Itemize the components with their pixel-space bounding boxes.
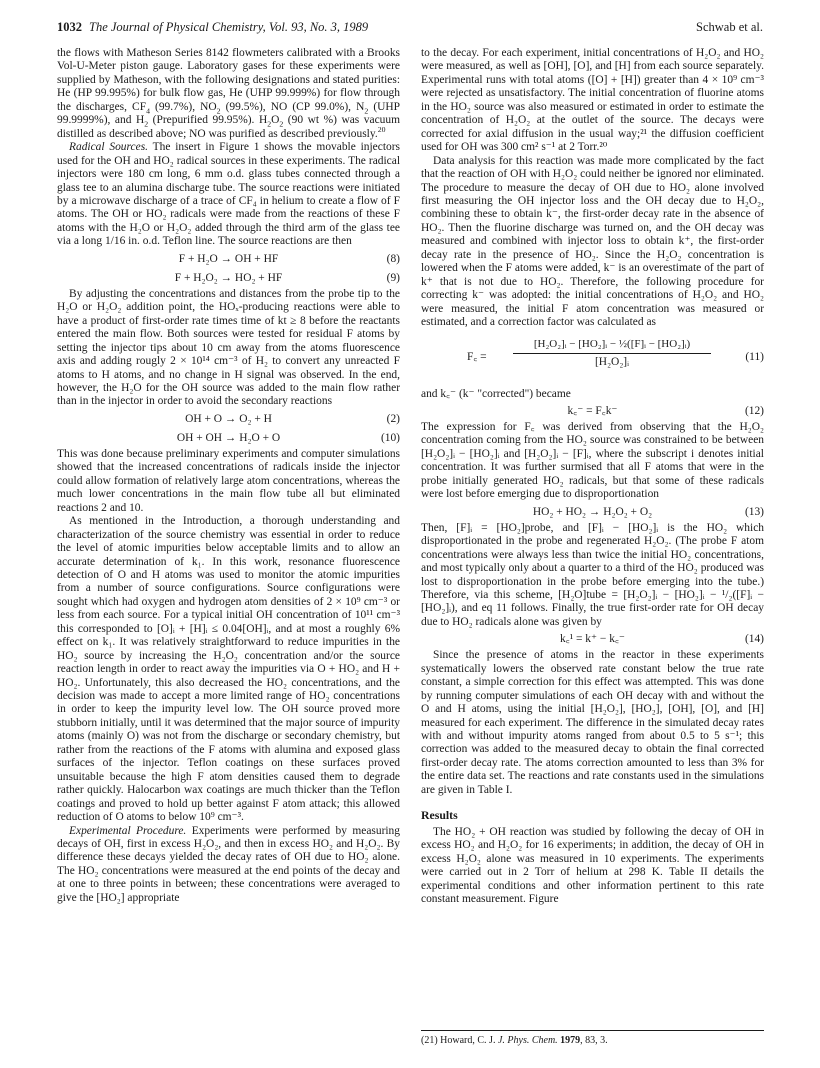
page-number: 1032 — [57, 20, 82, 34]
left-column — [57, 47, 400, 905]
paragraph-then: Then, [F]ᵢ = [HO₂]probe, and [F]ᵢ − [HO₂]ᵢ is the HO₂ which disproportionated in the probe and regenerated H₂O₂. (The probe F atom concentrations were always less than twice the initial HO₂ concentrations, and most typically only about a quarter to a third of the HO₂ produced was lost to disproportionation in the probe before emerging into the tube.) Therefore, via this scheme, [H₂O]tube = [H₂O₂]ᵢ − [HO₂]ᵢ − ¹/₂([F]ᵢ − [HO₂]ᵢ), and eq 11 follows. Finally, the true first-order rate for OH decay due to HO₂ radicals alone was given by — [421, 521, 764, 628]
equation-12: k꜀⁻ = F꜀k⁻ (12) — [421, 402, 764, 420]
equation-2: OH + O → O₂ + H (2) — [57, 410, 400, 428]
equation-8: F + H₂O → OH + HF (8) — [57, 250, 400, 268]
equation-13: HO₂ + HO₂ → H₂O₂ + O₂ (13) — [421, 503, 764, 521]
equation-9: F + H₂O₂ → HO₂ + HF (9) — [57, 269, 400, 287]
paragraph-experimental-procedure: Experimental Procedure. Experiments were performed by measuring decays of OH, first in excess H₂O₂, and then in excess HO₂ and H₂O₂. By difference these decays yielded the decay rates of OH due to HO₂ alone. The HO₂ concentrations were measured at the end points of the decay and at one to three points in between; these concentrations were averaged to give the [HO₂] appropriate — [57, 824, 400, 904]
equation-number: (11) — [745, 350, 764, 363]
run-in-heading-radical-sources: Radical Sources. — [69, 141, 149, 154]
equation-number: (12) — [744, 404, 764, 417]
equation-number: (8) — [386, 252, 400, 265]
paragraph-materials: the flows with Matheson Series 8142 flowmeters calibrated with a Brooks Vol-U-Meter piston gauge. Laboratory gases for these experiments were supplied by Matheson, with the following designations and stated purities: He (HP 99.995%) for bulk flow gas, He (UHP 99.999%) for flow through the discharges, $CF_4$ (99.7%), $NO_2$ (99.5%), NO (CP 99.0%), $N_2$ (UHP 99.9999%), and $H_2$ (Prepurified 99.95%). $H_2O_2$ (90 wt %) was vacuum distilled as described above; NO was purified as described previously.$^{20}$ — [57, 47, 401, 140]
equation-number: (13) — [744, 505, 764, 518]
equation-number: (14) — [744, 633, 764, 646]
fraction-denominator: [H₂O₂]ᵢ — [595, 355, 629, 368]
equation-number: (2) — [386, 412, 400, 425]
fraction — [513, 338, 711, 370]
paragraph-radical-sources: Radical Sources. The insert in Figure 1 shows the movable injectors used for the OH and HO₂ radical sources in these experiments. The radical injectors were 180 cm long, 6 mm o.d. glass tubes connected through a glass tee to an alumina discharge tube. The source reactions were initiated by a microwave discharge of a trace of CF₄ in helium to create a flow of F atoms. The OH or HO₂ radicals were made from the reactions of these F atoms with the H₂O or H₂O₂ added through the third arm of the glass tee via a long 1/16 in. o.d. Teflon line. The source reactions are then — [57, 141, 400, 248]
running-header — [57, 16, 763, 38]
paragraph-results: The HO₂ + OH reaction was studied by following the decay of OH in excess HO₂ and H₂O₂ for 16 experiments; in addition, the decay of OH in excess H₂O₂ alone was measured in 10 experiments. The experiments were carried out in 2 Torr of helium at 298 K. Table II details the experimental conditions and other information pertinent to this rate constant measurement. Figure — [421, 825, 764, 906]
equation-number: (9) — [386, 271, 400, 284]
paragraph-expression-fc: The expression for F꜀ was derived from observing that the H₂O₂ concentration coming from the HO₂ source was constrained to be between [H₂O₂]ᵢ − [HO₂]ᵢ and [H₂O₂]ᵢ − [F]ᵢ, where the subscript i denotes initial concentration. It was further surmised that all F atoms that were in the probe initially generated HO₂ radicals, but that some of these radicals were lost before emerging due to disproportionation — [421, 420, 764, 501]
right-column — [421, 47, 764, 906]
running-authors: Schwab et al. — [696, 20, 763, 34]
paragraph-atoms-correction: Since the presence of atoms in the reactor in these experiments systematically lowers the observed rate constant below the true rate constant, a simple correction for this effect was attempted. This was done by running computer simulations of each OH decay with and without the O and H atoms, using the initial [H₂O₂], [HO₂], [OH], [O], and [H] measured for each experiment. The difference in the simulated decay rates with and without impurity atoms ranged from about 0.5 to 5 s⁻¹; this correction was added to the measured decay to obtain the final corrected first-order decay rate. The atoms correction amounted to less than 3% for the entire data set. The reactions and rate constants used in the simulations are given in Table I. — [421, 649, 764, 796]
footnote-21: (21) Howard, C. J. J. Phys. Chem. 1979, 83, 3. — [421, 1030, 764, 1047]
paragraph-introduction: As mentioned in the Introduction, a thorough understanding and characterization of the source chemistry was essential in order to reduce the level of atomic impurities below acceptable limits and to allow an accurate determination of k₁. In this work, resonance fluorescence detection of O and H atoms was used to monitor the atomic impurities from a number of source configurations. Source configurations were sought which had oxygen and hydrogen atom densities of 2 × 10⁹ cm⁻³ or less from each source. For a typical initial OH concentration of 10¹¹ cm⁻³ this corresponded to [O]ᵢ + [H]ᵢ ≤ 0.04[OH]ᵢ, and at most a roughly 6% effect on k₁. It was relatively straightforward to reduce impurities in the HO₂ source by increasing the H₂O₂ concentration and/or the source reaction length in order to react away the impurities via O + HO₂ and H + HO₂. Unfortunately, this also decreased the HO₂ concentrations, and the decision was made to accept a more limited range of HO₂ concentrations in order to keep the impurity level low. The OH source proved more stubborn initially, until it was determined that the major source of impurity atoms (mainly O) was not from the discharge or secondary chemistry, but rather from the reactions of the F atoms with alumina and exposed glass surfaces of the injector. Teflon coatings on these surfaces proved unsuitable because the high F atom densities caused them to degrade rather quickly. Halocarbon wax coatings are much thicker than the Teflon coatings and proved to hold up better against F atom attack; this allowed reduction of O atoms to below 10⁹ cm⁻³. — [57, 515, 400, 824]
paragraph-data-analysis: Data analysis for this reaction was made more complicated by the fact that the reaction of OH with H₂O₂ could neither be ignored nor eliminated. The procedure to measure the decay of OH due to HO₂ alone involved first measuring the OH injector loss and the OH decay due to H₂O₂, combining these to obtain k⁻, the first-order decay rate in the absence of HO₂. Then the fluorine discharge was turned on, and the OH decay was measured and combined with injector loss to obtain k⁺, the first-order decay rate in the presence of HO₂. Since the H₂O₂ concentration is lowered when the F atoms were added, k⁻ is an overestimate of the part of k⁺ that is not due to HO₂. Therefore, the following procedure for correcting k⁻ was adopted: the initial concentrations of H₂O₂ and HO₂ were measured, the initial F atom concentration was measured or estimated, and a correction factor was calculated as — [421, 154, 764, 329]
paragraph-kc-corrected: and k꜀⁻ (k⁻ "corrected") became — [421, 387, 571, 400]
equation-number: (10) — [380, 431, 400, 444]
section-heading-results: Results — [421, 808, 458, 823]
paragraph-decay: to the decay. For each experiment, initial concentrations of H₂O₂ and HO₂ were measured, as well as [OH], [O], and [H] from each source separately. Experimental runs with total atoms ([O] + [H]) greater than 4 × 10⁹ cm⁻³ were rejected as unsatisfactory. The initial concentration of fluorine atoms in the HO₂ source was also measured or estimated in order to estimate the concentration of H₂O₂ at the outlet of the source. The decays were corrected for axial diffusion in the usual way;²¹ the diffusion coefficient used for OH was 300 cm² s⁻¹ at 2 Torr.²⁰ — [421, 47, 764, 154]
fraction-numerator: [H₂O₂]ᵢ − [HO₂]ᵢ − ½([F]ᵢ − [HO₂]ᵢ) — [513, 338, 711, 354]
equation-10: OH + OH → H₂O + O (10) — [57, 429, 400, 447]
equation-14: k꜀¹ = k⁺ − k꜀⁻ (14) — [421, 630, 764, 648]
journal-title: The Journal of Physical Chemistry, Vol. 93, No. 3, 1989 — [89, 20, 369, 34]
run-in-heading-experimental-procedure: Experimental Procedure. — [69, 824, 187, 837]
equation-11: F꜀ = $\frac{\text{[H₂O₂]ᵢ − [HO₂]ᵢ − ½([F]ᵢ − [HO₂]ᵢ)}}{\text{[H₂O₂]ᵢ}}$ (11) — [467, 337, 764, 368]
paragraph-adjusting: By adjusting the concentrations and distances from the probe tip to the H₂O or H₂O₂ addition point, the HOₓ-producing reactions were able to have a product of first-order rate times time of kt ≥ 8 before the reactants entered the main flow. Both sources were tested for residual F atoms by setting the injector tips about 10 cm away from the atoms fluorescence axis and adding rougly 2 × 10¹⁴ cm⁻³ of H₂ to convert any unreacted F atoms to H atoms, and no change in H signal was observed. In the end, however, the H₂O for the OH source was added to the main flow rather than in the injector in order to avoid the secondary reactions — [57, 287, 400, 408]
paragraph-preliminary: This was done because preliminary experiments and computer simulations showed that the increased concentrations of radicals inside the injector could allow formation of relatively large atom concentrations, whereas the much lower concentrations in the main flow tube all but eliminated reactions 2 and 10. — [57, 447, 400, 514]
